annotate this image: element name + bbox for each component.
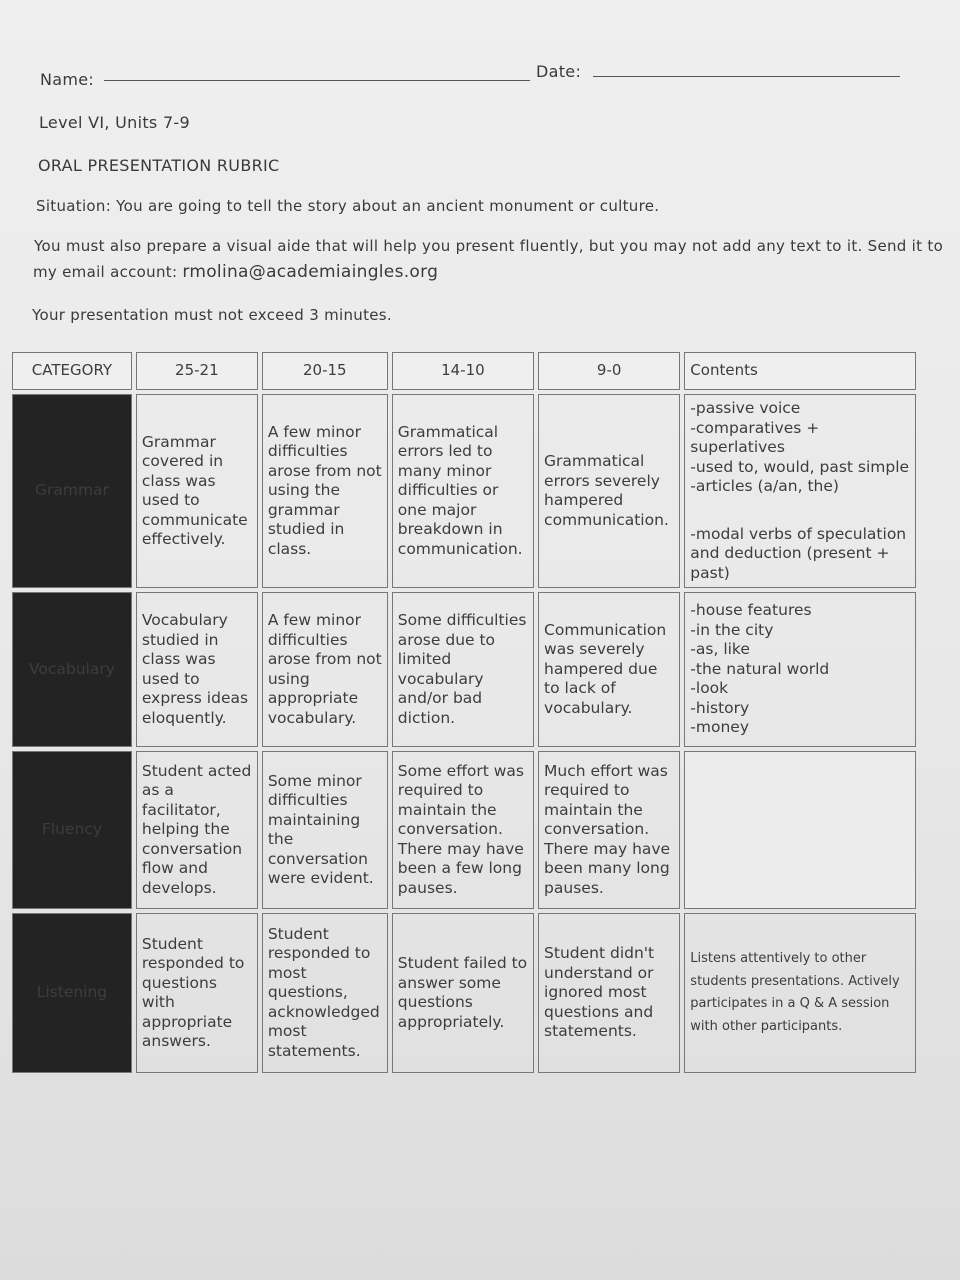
- contents-item: -modal verbs of speculation and deduction (present + past): [690, 524, 907, 582]
- contents-item: -history: [690, 698, 750, 717]
- rubric-title: ORAL PRESENTATION RUBRIC: [38, 156, 280, 175]
- contents-item: -used to, would, past simple: [690, 457, 910, 476]
- name-label: Name:: [40, 70, 95, 89]
- grammar-contents: [684, 394, 916, 588]
- vocabulary-contents: [684, 592, 916, 747]
- category-grammar: Grammar: [12, 394, 132, 588]
- column-header-20-15: 20-15: [262, 352, 388, 390]
- listening-cell-25-21: Student responded to questions with appropriate answers.: [136, 913, 258, 1073]
- fluency-cell-20-15: Some minor difficulties maintaining the conversation were evident.: [262, 751, 388, 909]
- listening-cell-14-10: Student failed to answer some questions appropriately.: [392, 913, 534, 1073]
- column-header-14-10: 14-10: [392, 352, 534, 390]
- contents-item: -money: [690, 718, 750, 737]
- grammar-cell-25-21: Grammar covered in class was used to communicate effectively.: [136, 394, 258, 588]
- category-listening: Listening: [12, 913, 132, 1073]
- listening-contents: Listens attentively to other students presentations. Actively participates in a Q & A session with other participants.: [684, 913, 916, 1073]
- fluency-cell-25-21: Student acted as a facilitator, helping the conversation flow and develops.: [136, 751, 258, 909]
- contents-item: -as, like: [690, 640, 750, 659]
- column-header-9-0: 9-0: [538, 352, 680, 390]
- column-header-25-21: 25-21: [136, 352, 258, 390]
- table-row: [12, 394, 916, 588]
- category-vocabulary: Vocabulary: [12, 592, 132, 747]
- column-header-contents: Contents: [684, 352, 916, 390]
- vocabulary-cell-25-21: Vocabulary studied in class was used to express ideas eloquently.: [136, 592, 258, 747]
- table-row: [12, 592, 916, 747]
- level-text: Level VI, Units 7-9: [39, 113, 190, 132]
- vocabulary-cell-14-10: Some difficulties arose due to limited vocabulary and/or bad diction.: [392, 592, 534, 747]
- contents-item: -house features: [690, 601, 812, 620]
- fluency-contents: [684, 751, 916, 909]
- email-address: rmolina@academiaingles.org: [182, 262, 439, 282]
- table-row: [12, 751, 916, 909]
- contents-item: -the natural world: [690, 659, 830, 678]
- situation-text: Situation: You are going to tell the story about an ancient monument or culture.: [36, 197, 660, 215]
- listening-cell-9-0: Student didn't understand or ignored most questions and statements.: [538, 913, 680, 1073]
- header-row: [12, 352, 916, 390]
- contents-item: -passive voice: [690, 399, 801, 417]
- visual-aide-line2: [33, 262, 438, 282]
- table-row: [12, 913, 916, 1073]
- name-line: [104, 80, 530, 81]
- contents-item: -look: [690, 679, 729, 698]
- fluency-cell-9-0: Much effort was required to maintain the conversation. There may have been many long pauses.: [538, 751, 680, 909]
- grammar-cell-14-10: Grammatical errors led to many minor difficulties or one major breakdown in communication.: [392, 394, 534, 588]
- category-fluency: Fluency: [12, 751, 132, 909]
- visual-aide-line1: You must also prepare a visual aide that will help you present fluently, but you may not add any text to it. Send it to: [34, 237, 944, 255]
- vocabulary-cell-20-15: A few minor difficulties arose from not using appropriate vocabulary.: [262, 592, 388, 747]
- vocabulary-cell-9-0: Communication was severely hampered due to lack of vocabulary.: [538, 592, 680, 747]
- date-label: Date:: [536, 62, 582, 81]
- column-header-category: CATEGORY: [12, 352, 132, 390]
- email-prefix: my email account:: [33, 263, 183, 281]
- contents-item: -comparatives + superlatives: [690, 418, 820, 456]
- fluency-cell-14-10: Some effort was required to maintain the conversation. There may have been a few long pauses.: [392, 751, 534, 909]
- grammar-cell-20-15: A few minor difficulties arose from not using the grammar studied in class.: [262, 394, 388, 588]
- time-limit-text: Your presentation must not exceed 3 minutes.: [32, 306, 392, 324]
- listening-cell-20-15: Student responded to most questions, acknowledged most statements.: [262, 913, 388, 1073]
- date-line: [593, 76, 900, 77]
- rubric-table: [8, 348, 920, 1077]
- contents-item: -in the city: [690, 620, 774, 639]
- grammar-cell-9-0: Grammatical errors severely hampered communication.: [538, 394, 680, 588]
- contents-item: -articles (a/an, the): [690, 477, 839, 495]
